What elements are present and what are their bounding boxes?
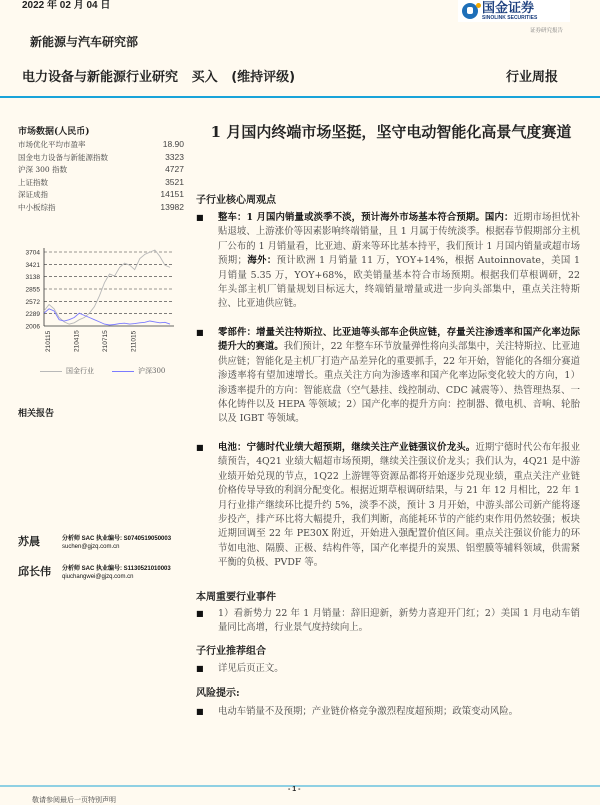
page-number: - 1 - <box>288 786 301 793</box>
market-label: 国金电力设备与新能源指数 <box>18 152 108 162</box>
market-data-row <box>18 152 184 163</box>
industry-index-line <box>44 250 170 324</box>
department: 新能源与汽车研究部 <box>30 35 139 49</box>
analyst-name: 苏晨 <box>18 535 40 548</box>
report-type: 行业周报 <box>506 70 559 85</box>
rating: 买入 <box>191 70 218 85</box>
analyst-cert: 分析师 SAC 执业编号: S1130521010003 <box>62 566 171 572</box>
market-label: 市场优化平均市盈率 <box>18 140 86 149</box>
market-value: 14151 <box>160 189 184 199</box>
market-data-row <box>18 189 184 200</box>
logo-en: SINOLINK SECURITIES <box>482 14 538 21</box>
bullet-icon: ■ <box>196 328 204 337</box>
bullet-icon: ■ <box>196 213 204 222</box>
market-label: 上证指数 <box>18 177 48 187</box>
report-title: 1 月国内终端市场坚挺，坚守电动智能化高景气度赛道 <box>210 123 572 141</box>
core-point-battery <box>196 441 580 571</box>
portfolio-item <box>196 662 580 676</box>
y-tick-label: 2289 <box>25 311 40 319</box>
point-lead: 整车：1 月国内销量或淡季不淡，预计海外市场基本符合预期。国内： <box>218 212 514 223</box>
x-tick-label: 210715 <box>102 330 109 352</box>
header-divider <box>0 96 600 98</box>
y-tick-label: 2572 <box>25 298 40 306</box>
x-tick-label: 210115 <box>45 330 52 352</box>
point-body: 预计欧洲 1 月销量 11 万，YOY+14%，根据 Autoinnovate，美国 1 月销量 5.35 万，YOY+68%，欧美销量基本符合市场预期。根据我们草根调研，22 年头部主机厂销量规划目标远大，终端销量增量或进一步向头部集中，重点关注特斯拉、比亚迪供应链。 <box>218 255 580 310</box>
portfolio-text: 详见后页正文。 <box>218 663 284 674</box>
point-body: 我们预计，22 年整车环节放量弹性将向头部集中，关注特斯拉、比亚迪供应链；智能化是主机厂打造产品差异化的重要抓手，22 年开始，智能化的各细分赛道渗透率将有望加速增长。重点关注方向为渗透率和国产化率边际变化较大的方向，1）渗透率提升的方向：智能底盘（空气悬挂、线控制动、CDC 减震等）、热管理热泵、一体化铸件以及 HEPA 等领域；2）国产化率的提升方向：控制器、微电机、音响、轮胎以及 IGBT 等领域。 <box>218 341 580 425</box>
bullet-icon: ■ <box>196 443 204 452</box>
bullet-icon: ■ <box>196 664 204 673</box>
hs300-index-line <box>44 309 170 325</box>
risk-heading: 风险提示: <box>196 688 240 699</box>
market-data-row <box>18 139 184 150</box>
y-tick-label: 3138 <box>25 274 40 282</box>
analyst-info <box>62 535 171 551</box>
legend-industry <box>40 366 94 376</box>
chart-legend <box>40 366 165 376</box>
x-tick-label: 210415 <box>73 330 81 352</box>
company-logo <box>458 0 570 22</box>
bullet-icon: ■ <box>196 707 204 716</box>
market-data-title: 市场数据(人民币) <box>18 127 90 137</box>
analyst-email[interactable]: qiuchangwei@gjzq.com.cn <box>62 574 134 580</box>
events-heading: 本周重要行业事件 <box>196 592 276 603</box>
market-data-row <box>18 202 184 213</box>
rating-note: (维持评级) <box>231 70 296 85</box>
analyst-name: 邱长伟 <box>18 565 51 578</box>
core-heading: 子行业核心周观点 <box>196 195 276 206</box>
event-item <box>196 607 580 636</box>
bullet-icon: ■ <box>196 609 204 618</box>
point-lead: 电池：宁德时代业绩大超预期，继续关注产业链强议价龙头。 <box>218 442 476 453</box>
portfolio-heading: 子行业推荐组合 <box>196 646 266 657</box>
market-value: 3521 <box>165 176 184 187</box>
market-label: 沪深 300 指数 <box>18 165 68 174</box>
industry: 电力设备与新能源行业研究 <box>22 70 179 85</box>
logo-cn: 国金证券 <box>482 0 535 16</box>
related-reports-heading: 相关报告 <box>18 409 55 419</box>
report-date: 2022 年 02 月 04 日 <box>22 0 111 11</box>
x-tick-label: 211015 <box>130 330 138 352</box>
risk-text: 电动车销量不及预期；产业链价格竞争激烈程度超预期；政策变动风险。 <box>218 706 519 717</box>
y-tick-label: 3421 <box>25 261 40 269</box>
logo-subtitle: 证券研究报告 <box>530 28 564 34</box>
analyst-cert: 分析师 SAC 执业编号: S0740519050003 <box>62 536 172 542</box>
market-data-row <box>18 177 184 188</box>
market-label: 中小板综指 <box>18 202 56 212</box>
y-tick-label: 2006 <box>25 323 40 331</box>
event-text: 1）看新势力 22 年 1 月销量：辞旧迎新，新势力喜迎开门红；2）美国 1 月电动车销量同比高增，行业景气度持续向上。 <box>218 608 580 634</box>
y-tick-label: 3704 <box>25 249 40 257</box>
index-chart <box>10 246 180 356</box>
market-data-row <box>18 164 184 175</box>
core-point-vehicle <box>196 211 580 312</box>
risk-item <box>196 705 580 719</box>
y-tick-label: 2855 <box>25 286 40 294</box>
market-value: 4727 <box>165 164 184 174</box>
point-lead: 零部件：增量关注特斯拉、比亚迪等头部车企供应链，存量关注渗透率和国产化率边际提升大的赛道。 <box>218 327 580 353</box>
point-body: 近期宁德时代公布年报业绩预告，4Q21 业绩大幅超市场预期，继续关注强议价龙头；我们认为，4Q21 是中游业绩开始兑现的节点，1Q22 上游锂等资源品都将开始逐步兑现业绩，重点关注产业链价格传导导致的利润分配变化。根据近期草根调研结果，与 21 年 12 月相比，22 年 1 月行业排产继续环比提升约 5%，淡季不淡，预计 3 月开始，中游头部公司新产能将逐步投产，排产环比将大幅提升，我们判断，高能耗环节的产能约束作用仍然较强；板块近期回调至 22 年 PE30X 附近，开始进入强配置价值区间。重点关注强议价能力的环节如电池、隔膜、正极、结构件等，国产化率提升的炭黑、铝塑膜等辅料领域，供需紧平衡的负极、PVDF 等。 <box>218 442 580 569</box>
point-body: 近期市场担忧补贴退坡、上游涨价等因素影响终端销量，且 1 月属于传统淡季。根据春节假期部分主机厂公布的 1 月销量看，比亚迪、蔚来等环比基本持平，我们预计 1 月国内销量或超市场预期； <box>218 212 580 267</box>
industry-rating <box>22 66 295 85</box>
legend-label: 沪深300 <box>138 367 166 375</box>
legend-label: 国金行业 <box>66 367 94 375</box>
market-value: 3323 <box>165 151 184 162</box>
market-value: 13982 <box>160 201 184 212</box>
market-label: 深证成指 <box>18 190 48 199</box>
analyst-info <box>62 565 171 581</box>
footer-disclaimer: 敬请参阅最后一页特别声明 <box>32 796 116 804</box>
analyst-email[interactable]: suchen@gjzq.com.cn <box>62 544 120 550</box>
legend-hs300 <box>112 366 165 376</box>
point-lead: 海外： <box>246 255 277 267</box>
core-point-parts <box>196 326 580 427</box>
logo-icon <box>462 3 478 19</box>
market-value: 18.90 <box>162 139 184 149</box>
